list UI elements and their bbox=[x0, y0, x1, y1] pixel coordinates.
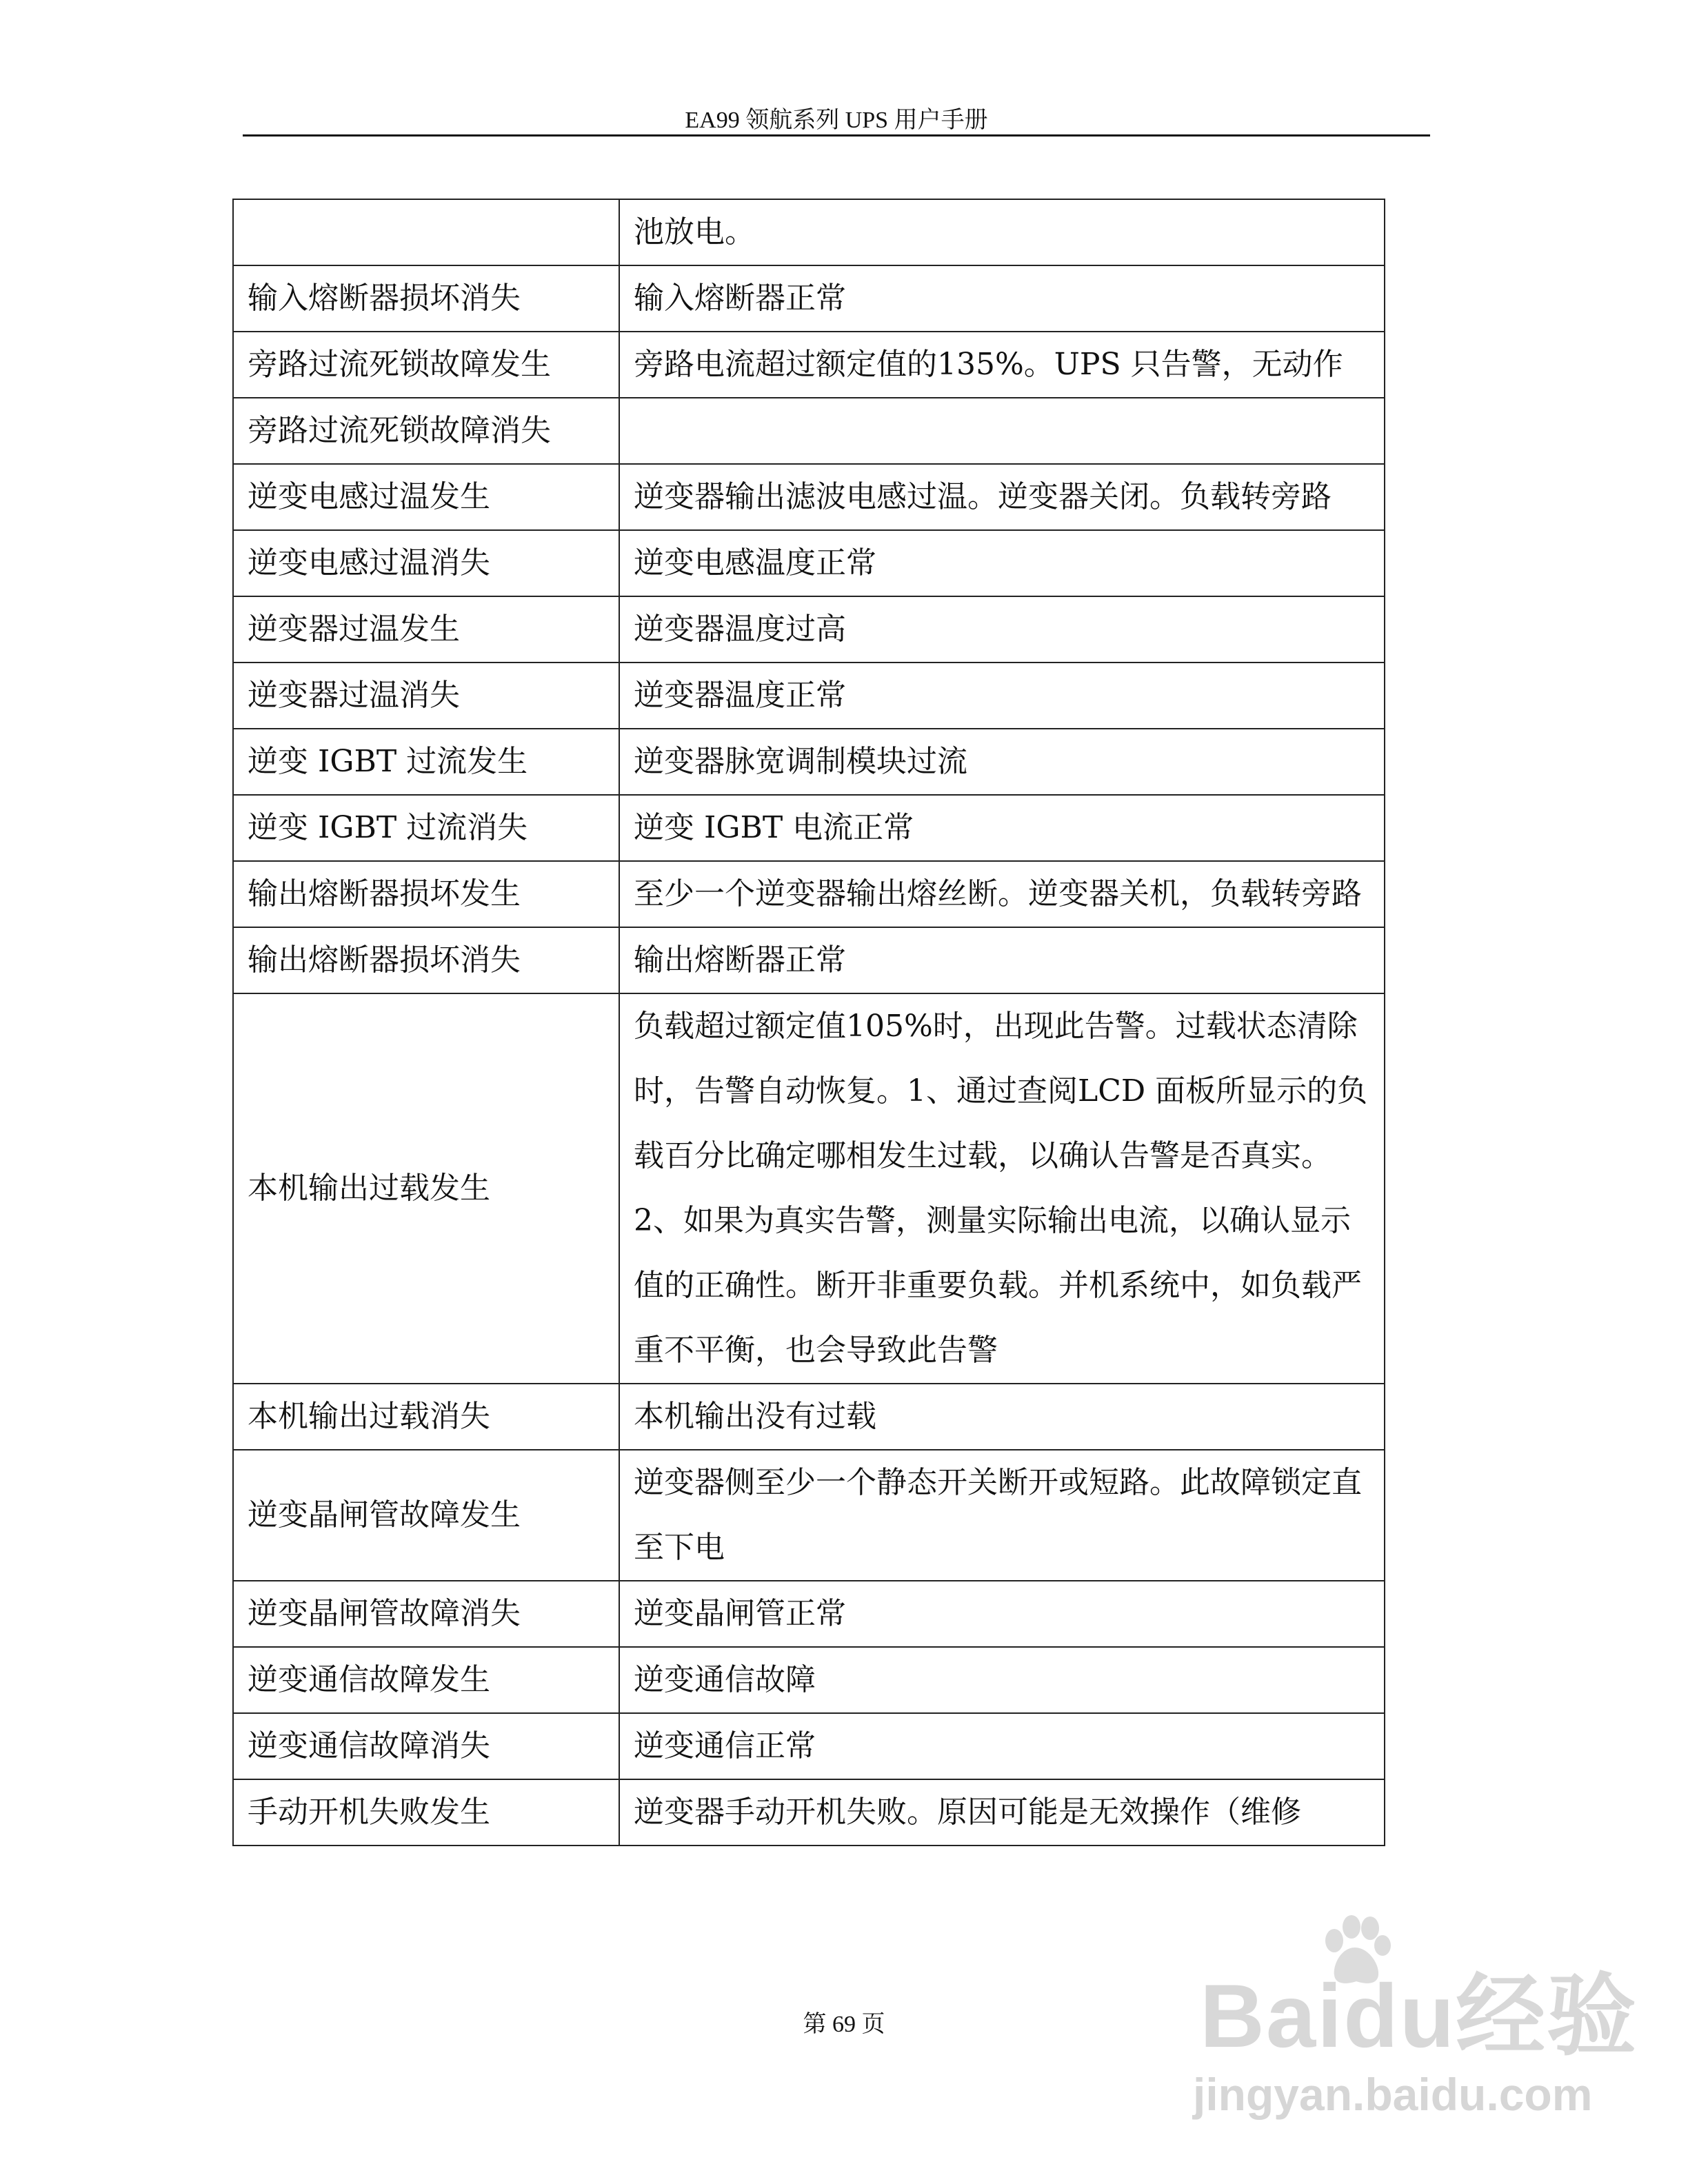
description-cell: 负载超过额定值105%时，出现此告警。过载状态清除时，告警自动恢复。1、通过查阅LCD 面板所显示的负载百分比确定哪相发生过载，以确认告警是否真实。2、如果为真实告警，测量实际输出电流，以确认显示值的正确性。断开非重要负载。并机系统中，如负载严重不平衡，也会导致此告警 bbox=[619, 993, 1385, 1384]
event-cell: 逆变通信故障消失 bbox=[233, 1713, 619, 1779]
event-cell: 输出熔断器损坏消失 bbox=[233, 927, 619, 993]
page-header-title: EA99 领航系列 UPS 用户手册 bbox=[685, 108, 988, 133]
table-row bbox=[233, 265, 1385, 332]
table-row bbox=[233, 596, 1385, 663]
table-row bbox=[233, 993, 1385, 1384]
event-cell: 逆变 IGBT 过流发生 bbox=[233, 729, 619, 795]
event-cell: 逆变晶闸管故障发生 bbox=[233, 1450, 619, 1581]
header-rule bbox=[243, 134, 1430, 136]
table-row bbox=[233, 1713, 1385, 1779]
table-row bbox=[233, 1581, 1385, 1647]
description-cell: 逆变 IGBT 电流正常 bbox=[619, 795, 1385, 861]
description-cell: 输出熔断器正常 bbox=[619, 927, 1385, 993]
description-cell: 逆变器侧至少一个静态开关断开或短路。此故障锁定直至下电 bbox=[619, 1450, 1385, 1581]
table-row bbox=[233, 1779, 1385, 1846]
description-cell: 逆变器手动开机失败。原因可能是无效操作（维修 bbox=[619, 1779, 1385, 1846]
description-cell: 逆变器温度正常 bbox=[619, 663, 1385, 729]
table-row bbox=[233, 398, 1385, 464]
event-cell: 本机输出过载消失 bbox=[233, 1384, 619, 1450]
event-cell: 手动开机失败发生 bbox=[233, 1779, 619, 1846]
description-cell: 逆变通信故障 bbox=[619, 1647, 1385, 1713]
description-cell: 逆变器脉宽调制模块过流 bbox=[619, 729, 1385, 795]
description-cell: 本机输出没有过载 bbox=[619, 1384, 1385, 1450]
description-cell: 至少一个逆变器输出熔丝断。逆变器关机，负载转旁路 bbox=[619, 861, 1385, 927]
event-cell: 逆变器过温发生 bbox=[233, 596, 619, 663]
event-cell: 旁路过流死锁故障消失 bbox=[233, 398, 619, 464]
description-cell: 旁路电流超过额定值的135%。UPS 只告警，无动作 bbox=[619, 332, 1385, 398]
description-cell bbox=[619, 398, 1385, 464]
description-cell: 逆变器输出滤波电感过温。逆变器关闭。负载转旁路 bbox=[619, 464, 1385, 530]
event-cell: 逆变器过温消失 bbox=[233, 663, 619, 729]
table-row bbox=[233, 1647, 1385, 1713]
description-cell: 池放电。 bbox=[619, 199, 1385, 265]
watermark-url: jingyan.baidu.com bbox=[1193, 2069, 1593, 2120]
event-cell: 逆变电感过温消失 bbox=[233, 530, 619, 596]
table-row bbox=[233, 464, 1385, 530]
table-row bbox=[233, 530, 1385, 596]
description-cell: 逆变电感温度正常 bbox=[619, 530, 1385, 596]
table-row bbox=[233, 1384, 1385, 1450]
event-cell bbox=[233, 199, 619, 265]
description-cell: 输入熔断器正常 bbox=[619, 265, 1385, 332]
description-cell: 逆变晶闸管正常 bbox=[619, 1581, 1385, 1647]
table-row bbox=[233, 795, 1385, 861]
event-cell: 输出熔断器损坏发生 bbox=[233, 861, 619, 927]
alarm-table bbox=[232, 199, 1385, 1846]
event-cell: 逆变 IGBT 过流消失 bbox=[233, 795, 619, 861]
event-cell: 本机输出过载发生 bbox=[233, 993, 619, 1384]
event-cell: 逆变电感过温发生 bbox=[233, 464, 619, 530]
event-cell: 旁路过流死锁故障发生 bbox=[233, 332, 619, 398]
table-row bbox=[233, 199, 1385, 265]
event-cell: 逆变通信故障发生 bbox=[233, 1647, 619, 1713]
description-cell: 逆变器温度过高 bbox=[619, 596, 1385, 663]
table-row bbox=[233, 927, 1385, 993]
table-row bbox=[233, 861, 1385, 927]
event-cell: 逆变晶闸管故障消失 bbox=[233, 1581, 619, 1647]
table-row bbox=[233, 1450, 1385, 1581]
table-row bbox=[233, 663, 1385, 729]
page-number: 第 69 页 bbox=[803, 2012, 885, 2037]
table-row bbox=[233, 332, 1385, 398]
watermark-logo: Baidu经验 bbox=[1200, 1965, 1638, 2066]
event-cell: 输入熔断器损坏消失 bbox=[233, 265, 619, 332]
description-cell: 逆变通信正常 bbox=[619, 1713, 1385, 1779]
table-row bbox=[233, 729, 1385, 795]
